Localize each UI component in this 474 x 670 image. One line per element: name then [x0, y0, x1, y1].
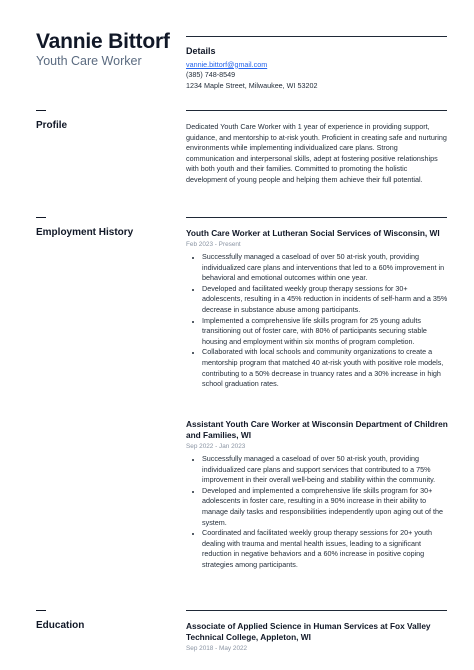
- job-bullet: • Successfully managed a caseload of over 50 at-risk youth, providing individualized care plans and interventions that led to a 60% improvement in behavioral and emotional outcomes within one year.: [202, 252, 448, 284]
- job-bullet: • Collaborated with local schools and community organizations to create a mentorship program that matched 40 at-risk youth with positive role models, contributing to a 50% decrease in truancy rates and a 30% increase in high school graduation rates.: [202, 347, 448, 389]
- details-divider: [186, 36, 447, 37]
- education-title: Associate of Applied Science in Human Services at Fox Valley Technical College, Appleton, WI: [186, 621, 431, 642]
- details-section: [186, 46, 448, 91]
- candidate-name: Vannie Bittorf: [36, 30, 170, 53]
- employment-section-marker: [36, 217, 46, 218]
- profile-heading: Profile: [36, 120, 68, 131]
- profile-summary: Dedicated Youth Care Worker with 1 year of experience in providing support, guidance, and mentorship to at-risk youth. Proficient in creating safe and nurturing environments while implementing individualized care plans. Strong communication and interpersonal skills, adept at fostering positive relationships with both youth and their families. Committed to promoting the holistic development of young people and helping them achieve their full potential.: [186, 122, 447, 184]
- job-bullet: • Developed and facilitated weekly group therapy sessions for 30+ adolescents, resulting in a 45% reduction in incidents of self-harm and a 35% decrease in substance abuse among participants.: [202, 284, 448, 316]
- profile-divider: [186, 110, 447, 111]
- education-divider: [186, 610, 447, 611]
- email-link[interactable]: vannie.bittorf@gmail.com: [186, 59, 268, 69]
- profile-section-marker: [36, 110, 46, 111]
- job-title: Youth Care Worker at Lutheran Social Services of Wisconsin, WI: [186, 228, 440, 238]
- phone-number: (385) 748-8549: [186, 70, 236, 80]
- job-title: Assistant Youth Care Worker at Wisconsin Department of Children and Families, WI: [186, 419, 448, 440]
- job-dates: Feb 2023 - Present: [186, 241, 241, 248]
- education-heading: Education: [36, 620, 85, 631]
- job-bullet: • Implemented a comprehensive life skills program for 25 young adults transitioning out of foster care, with 80% of participants securing stable housing and employment within six months of program completion.: [202, 316, 448, 348]
- job-bullet: • Successfully managed a caseload of over 50 at-risk youth, providing individualized care plans and support services that contributed to a 75% improvement in their overall well-being and stability within the community.: [202, 454, 448, 486]
- education-entry: [186, 621, 448, 653]
- job-dates: Sep 2022 - Jan 2023: [186, 443, 246, 450]
- employment-heading: Employment History: [36, 227, 134, 238]
- education-section-marker: [36, 610, 46, 611]
- job-bullets: [186, 252, 448, 390]
- address: 1234 Maple Street, Milwaukee, WI 53202: [186, 80, 318, 90]
- job-bullet: • Coordinated and facilitated weekly group therapy sessions for 20+ youth dealing with trauma and mental health issues, leading to a significant reduction in negative behaviors and a 60% increase in positive coping strategies among participants.: [202, 528, 448, 570]
- details-heading: Details: [186, 46, 216, 56]
- candidate-job-title: Youth Care Worker: [36, 54, 142, 68]
- job-entry: [186, 419, 448, 571]
- employment-divider: [186, 217, 447, 218]
- job-bullets: [186, 454, 448, 571]
- job-entry: [186, 228, 448, 390]
- job-bullet: • Developed and implemented a comprehensive life skills program for 30+ adolescents in foster care, resulting in a 90% increase in their ability to manage daily tasks and responsibilities independently upon aging out of the system.: [202, 486, 448, 528]
- education-dates: Sep 2018 - May 2022: [186, 645, 248, 652]
